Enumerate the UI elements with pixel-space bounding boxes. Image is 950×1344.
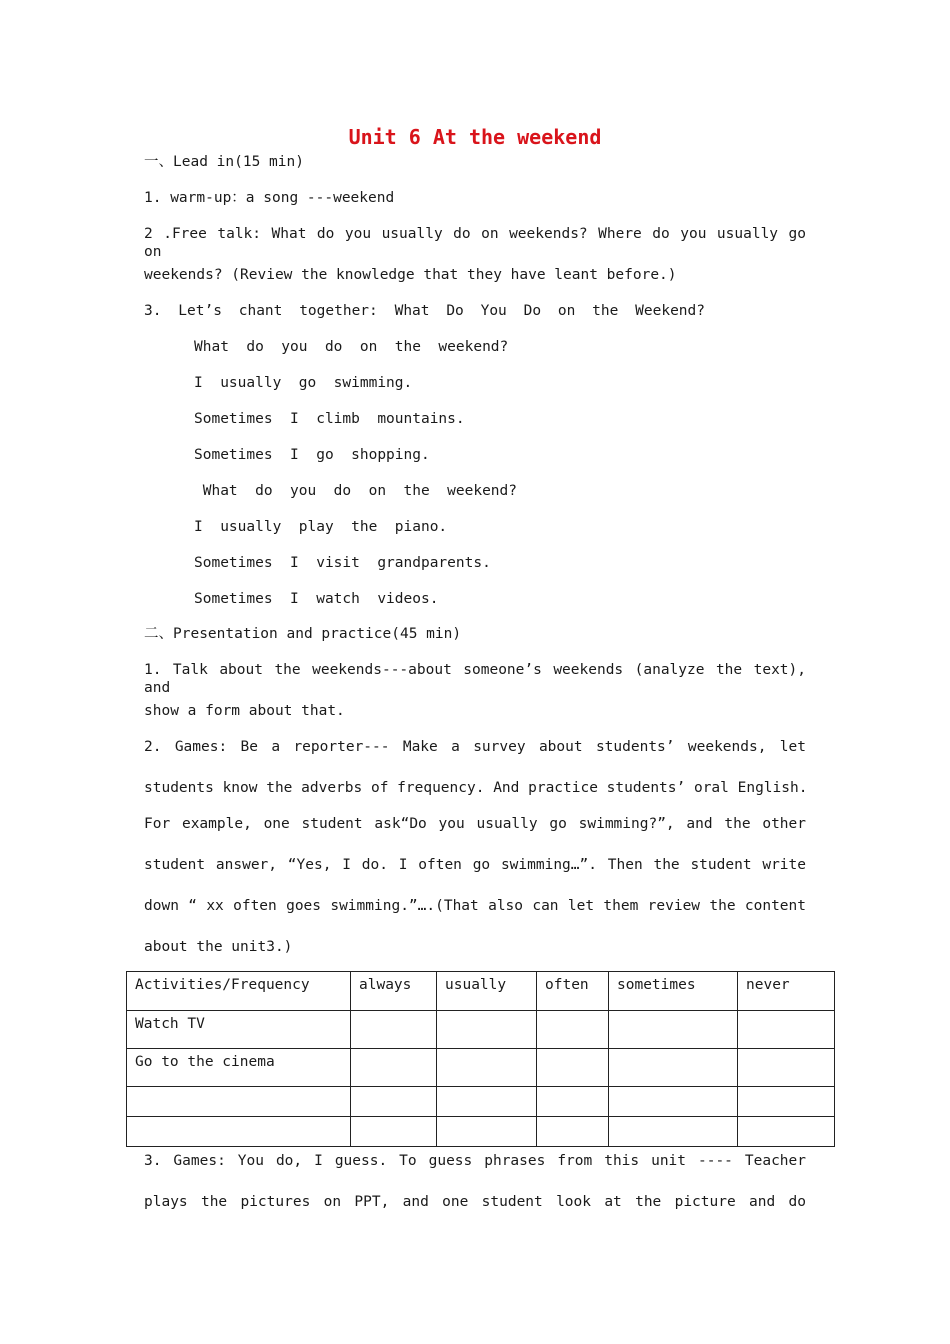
table-header-cell: always <box>351 972 437 1011</box>
table-row <box>127 1117 835 1147</box>
presentation-item-2-line-5: down “ xx often goes swimming.”….(That also can let them review the content <box>144 898 806 914</box>
presentation-item-3-line-2: plays the pictures on PPT, and one student look at the picture and do <box>144 1194 806 1210</box>
presentation-item-2-line-4: student answer, “Yes, I do. I often go swimming…”. Then the student write <box>144 857 806 873</box>
table-cell <box>351 1087 437 1117</box>
table-cell: Go to the cinema <box>127 1049 351 1087</box>
table-cell <box>437 1117 537 1147</box>
lead-in-item-2-line-1: 2 .Free talk: What do you usually do on weekends? Where do you usually go on <box>144 226 806 260</box>
table-cell <box>738 1117 835 1147</box>
lead-in-heading: 一、Lead in(15 min) <box>144 154 304 170</box>
lead-in-item-3: 3. Let’s chant together: What Do You Do on the Weekend? <box>144 303 705 319</box>
table-row <box>127 1049 835 1087</box>
table-cell <box>437 1087 537 1117</box>
table-cell <box>609 1087 738 1117</box>
presentation-item-2-line-6: about the unit3.) <box>144 939 293 955</box>
chant-line: Sometimes I go shopping. <box>194 447 430 463</box>
table-cell <box>351 1011 437 1049</box>
table-header-row <box>127 972 835 1011</box>
chant-line: I usually go swimming. <box>194 375 413 391</box>
chant-line: What do you do on the weekend? <box>194 339 509 355</box>
presentation-item-3-line-1: 3. Games: You do, I guess. To guess phrases from this unit ---- Teacher <box>144 1153 806 1169</box>
table-cell <box>537 1011 609 1049</box>
chant-line: Sometimes I visit grandparents. <box>194 555 491 571</box>
table-cell <box>738 1049 835 1087</box>
table-cell <box>127 1117 351 1147</box>
document-title: Unit 6 At the weekend <box>348 125 602 149</box>
presentation-item-2-line-1: 2. Games: Be a reporter--- Make a survey about students’ weekends, let <box>144 739 806 755</box>
table-cell <box>351 1049 437 1087</box>
table-cell <box>609 1049 738 1087</box>
table-cell <box>738 1087 835 1117</box>
table-cell <box>537 1049 609 1087</box>
table-cell: Watch TV <box>127 1011 351 1049</box>
table-cell <box>537 1087 609 1117</box>
presentation-item-1-line-2: show a form about that. <box>144 703 345 719</box>
chant-line: Sometimes I watch videos. <box>194 591 439 607</box>
table-header-cell: Activities/Frequency <box>127 972 351 1011</box>
table-header-cell: never <box>738 972 835 1011</box>
frequency-survey-table <box>126 971 835 1147</box>
table-cell <box>437 1011 537 1049</box>
table-row <box>127 1011 835 1049</box>
table-cell <box>738 1011 835 1049</box>
table-header-cell: often <box>537 972 609 1011</box>
table-cell <box>537 1117 609 1147</box>
table-cell <box>127 1087 351 1117</box>
chant-line: Sometimes I climb mountains. <box>194 411 465 427</box>
table-cell <box>609 1117 738 1147</box>
table-cell <box>609 1011 738 1049</box>
presentation-item-1-line-1: 1. Talk about the weekends---about someone’s weekends (analyze the text), and <box>144 662 806 696</box>
table-cell <box>351 1117 437 1147</box>
lead-in-item-1: 1. warm-up：a song ---weekend <box>144 190 395 206</box>
table-row <box>127 1087 835 1117</box>
presentation-item-2-line-2: students know the adverbs of frequency. And practice students’ oral English. <box>144 780 808 796</box>
table-header-cell: usually <box>437 972 537 1011</box>
lead-in-item-2-line-2: weekends? (Review the knowledge that they have leant before.) <box>144 267 677 283</box>
chant-line: I usually play the piano. <box>194 519 448 535</box>
presentation-item-2-line-3: For example, one student ask“Do you usually go swimming?”, and the other <box>144 816 806 832</box>
table-cell <box>437 1049 537 1087</box>
table-header-cell: sometimes <box>609 972 738 1011</box>
presentation-heading: 二、Presentation and practice(45 min) <box>144 626 462 642</box>
chant-line: What do you do on the weekend? <box>194 483 518 499</box>
